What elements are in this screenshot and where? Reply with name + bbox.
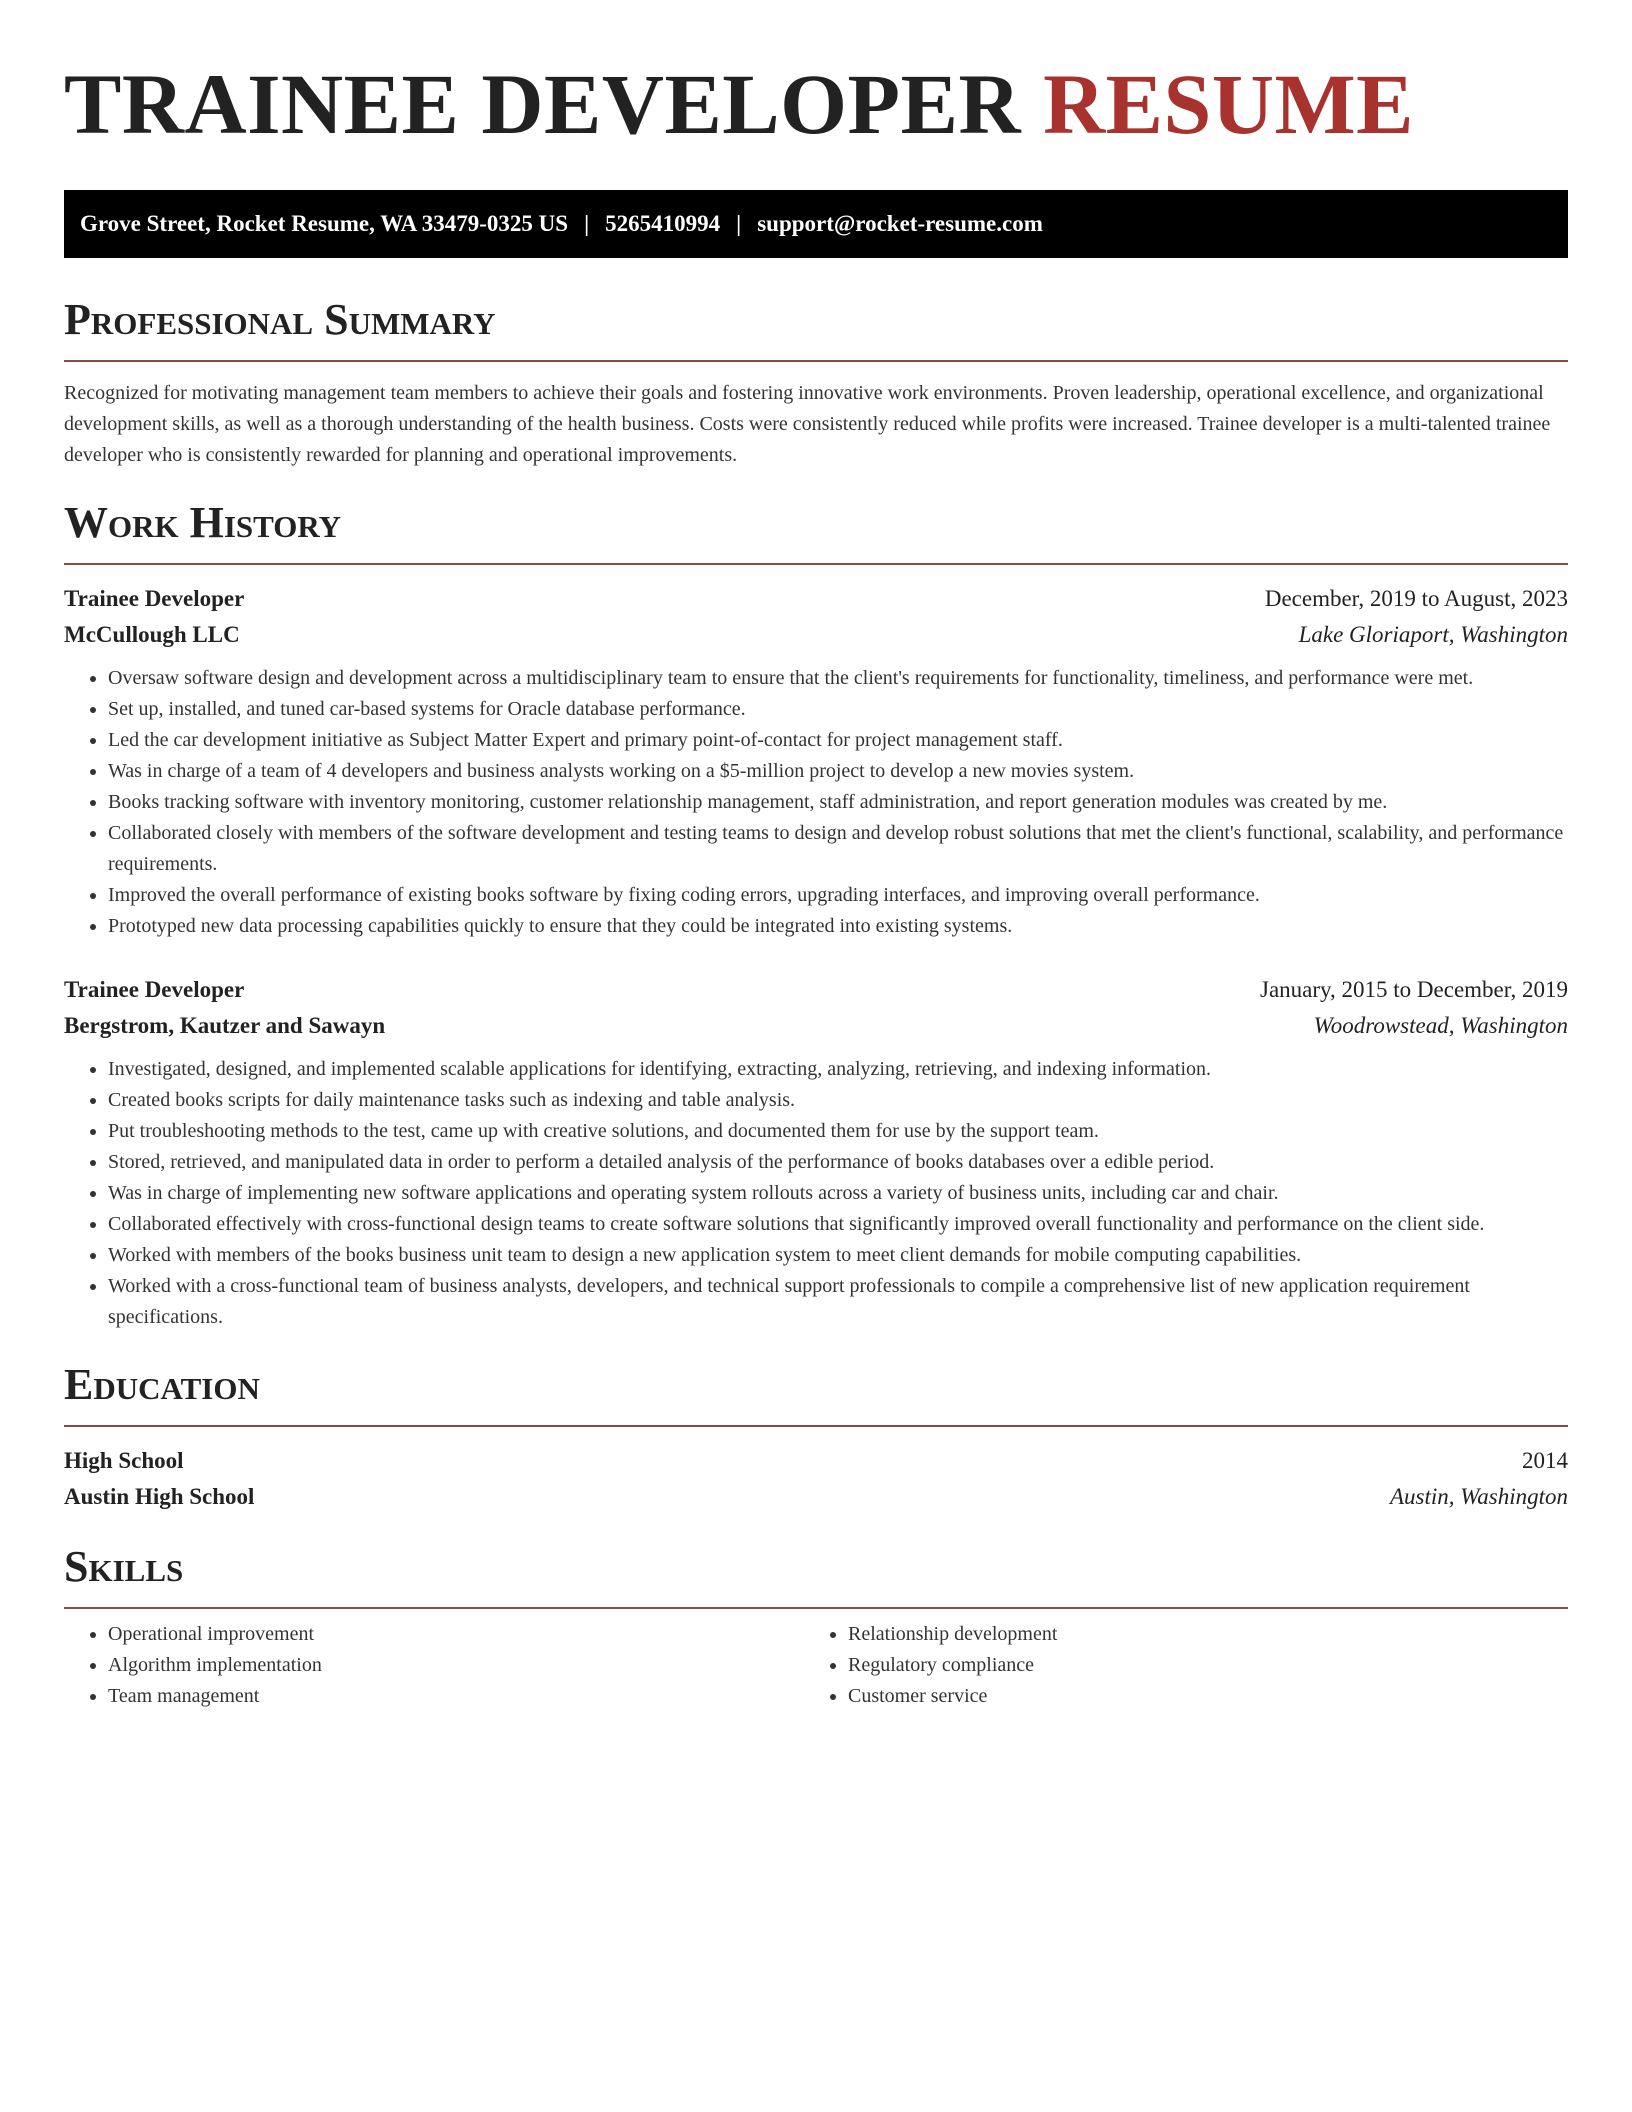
job-location: Woodrowstead, Washington [1313, 1013, 1568, 1038]
resume-title-accent: RESUME [1043, 56, 1414, 152]
education-year: 2014 [1522, 1448, 1568, 1473]
contact-address: Grove Street, Rocket Resume, WA 33479-0325 US [80, 211, 569, 236]
section-divider [64, 360, 1568, 362]
job-bullet: • Collaborated closely with members of the software development and testing teams to design and develop robust solutions that met the client's functional, scalability, and performance requirements. [108, 818, 1568, 880]
section-divider [64, 1425, 1568, 1427]
contact-separator: | [736, 211, 742, 236]
job-title: Trainee Developer [64, 977, 245, 1002]
education-subheader [64, 1479, 1568, 1515]
job-dates: December, 2019 to August, 2023 [1264, 586, 1568, 611]
section-divider [64, 1607, 1568, 1609]
job-header [64, 581, 1568, 617]
resume-title-main: TRAINEE DEVELOPER [64, 56, 1022, 152]
job-bullet: • Was in charge of a team of 4 developers and business analysts working on a $5-million project to develop a new movies system. [108, 756, 1568, 787]
job-bullet: • Put troubleshooting methods to the test, came up with creative solutions, and documented them for use by the support team. [108, 1116, 1568, 1147]
job-bullet: • Led the car development initiative as Subject Matter Expert and primary point-of-contact for project management staff. [108, 725, 1568, 756]
job-bullet: • Set up, installed, and tuned car-based systems for Oracle database performance. [108, 694, 1568, 725]
skill-item: • Operational improvement [108, 1619, 804, 1650]
skills-heading: Skills [64, 1542, 184, 1591]
education-section [64, 1359, 1568, 1515]
job-bullet: • Was in charge of implementing new software applications and operating system rollouts across a variety of business units, including car and chair. [108, 1178, 1568, 1209]
job-bullet: • Created books scripts for daily maintenance tasks such as indexing and table analysis. [108, 1085, 1568, 1116]
job-bullet: • Oversaw software design and development across a multidisciplinary team to ensure that the client's requirements for functionality, timeliness, and performance were met. [108, 663, 1568, 694]
education-location: Austin, Washington [1389, 1484, 1568, 1509]
education-school: Austin High School [64, 1484, 255, 1509]
job-company: Bergstrom, Kautzer and Sawayn [64, 1013, 386, 1038]
summary-text: Recognized for motivating management team members to achieve their goals and fostering innovative work environments. Proven leadership, operational excellence, and organizational development skills, as well as a thorough understanding of the health business. Costs were consistently reduced while profits were increased. Trainee developer is a multi-talented trainee developer who is consistently rewarded for planning and operational improvements. [64, 382, 1551, 466]
summary-heading: Professional Summary [64, 295, 496, 344]
job-location: Lake Gloriaport, Washington [1298, 622, 1568, 647]
job-bullet-list [64, 663, 1568, 942]
education-entry [64, 1443, 1568, 1515]
job-header [64, 972, 1568, 1008]
job-bullet-list [64, 1054, 1568, 1333]
job-bullet: • Improved the overall performance of existing books software by fixing coding errors, upgrading interfaces, and improving overall performance. [108, 880, 1568, 911]
work-history-section [64, 497, 1568, 1333]
job-entry [64, 581, 1568, 942]
skill-item: • Relationship development [848, 1619, 1544, 1650]
job-entry [64, 972, 1568, 1333]
skill-item: • Team management [108, 1681, 804, 1712]
skill-item: • Regulatory compliance [848, 1650, 1544, 1681]
skills-list-left [64, 1619, 804, 1712]
skills-grid [64, 1619, 1568, 1712]
job-bullet: • Investigated, designed, and implemented scalable applications for identifying, extracting, analyzing, retrieving, and indexing information. [108, 1054, 1568, 1085]
job-bullet: • Worked with a cross-functional team of business analysts, developers, and technical support professionals to compile a comprehensive list of new application requirement specifications. [108, 1271, 1568, 1333]
job-bullet: • Collaborated effectively with cross-functional design teams to create software solutions that significantly improved overall functionality and performance on the client side. [108, 1209, 1568, 1240]
education-header [64, 1443, 1568, 1479]
skill-item: • Customer service [848, 1681, 1544, 1712]
education-heading: Education [64, 1360, 260, 1409]
summary-section [64, 294, 1568, 471]
contact-separator: | [584, 211, 590, 236]
contact-phone: 5265410994 [605, 211, 721, 236]
resume-title [64, 56, 1568, 152]
contact-bar [64, 190, 1568, 258]
job-subheader [64, 1008, 1568, 1044]
section-divider [64, 563, 1568, 565]
education-degree: High School [64, 1448, 184, 1473]
job-dates: January, 2015 to December, 2019 [1260, 977, 1568, 1002]
work-history-heading: Work History [64, 498, 342, 547]
skills-list-right [804, 1619, 1544, 1712]
skill-item: • Algorithm implementation [108, 1650, 804, 1681]
job-bullet: • Prototyped new data processing capabilities quickly to ensure that they could be integrated into existing systems. [108, 911, 1568, 942]
contact-email: support@rocket-resume.com [757, 211, 1043, 236]
job-bullet: • Books tracking software with inventory monitoring, customer relationship management, staff administration, and report generation modules was created by me. [108, 787, 1568, 818]
job-company: McCullough LLC [64, 622, 240, 647]
job-bullet: • Worked with members of the books business unit team to design a new application system to meet client demands for mobile computing capabilities. [108, 1240, 1568, 1271]
skills-section [64, 1541, 1568, 1712]
job-subheader [64, 617, 1568, 653]
job-title: Trainee Developer [64, 586, 245, 611]
job-bullet: • Stored, retrieved, and manipulated data in order to perform a detailed analysis of the performance of books databases over a edible period. [108, 1147, 1568, 1178]
